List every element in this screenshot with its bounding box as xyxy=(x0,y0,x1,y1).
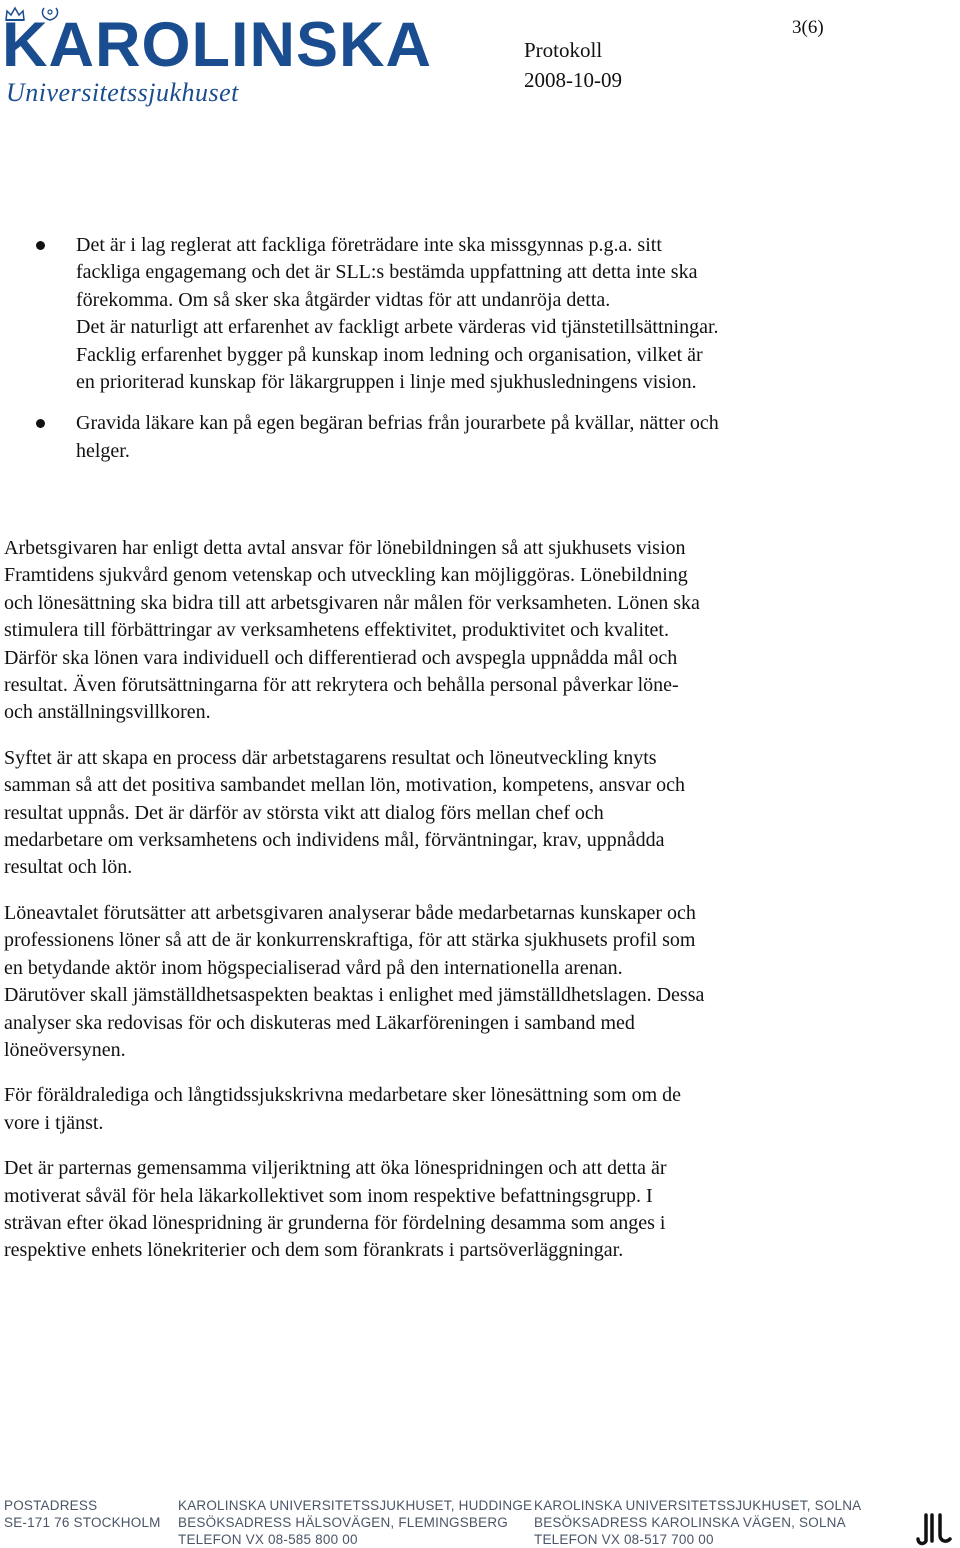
text-line: Det är i lag reglerat att fackliga företrädare inte ska missgynnas p.g.a. sitt xyxy=(76,234,662,256)
text-line: löneöversynen. xyxy=(4,1038,126,1061)
footer-line: KAROLINSKA UNIVERSITETSSJUKHUSET, HUDDINGE xyxy=(178,1498,533,1513)
text-line: resultat uppnås. Det är därför av största vikt att dialog förs mellan chef och xyxy=(4,801,604,824)
paragraph xyxy=(4,535,944,727)
footer-line: SE-171 76 STOCKHOLM xyxy=(4,1515,161,1530)
paragraph xyxy=(4,1155,944,1265)
paragraph xyxy=(4,1082,944,1137)
text-line: Det är parternas gemensamma viljeriktning att öka lönespridningen och att detta är xyxy=(4,1157,667,1180)
text-line: en betydande aktör inom högspecialiserad vård på den internationella arenan. xyxy=(4,956,623,979)
text-line: stimulera till förbättringar av verksamhetens effektivitet, produktivitet och kvalitet. xyxy=(4,619,669,642)
footer-line: KAROLINSKA UNIVERSITETSSJUKHUSET, SOLNA xyxy=(534,1498,862,1513)
text-line: Löneavtalet förutsätter att arbetsgivaren analyserar både medarbetarnas kunskaper och xyxy=(4,901,696,924)
paragraph xyxy=(4,900,944,1064)
text-line: respektive enhets lönekriterier och dem som förankrats i partsöverläggningar. xyxy=(4,1239,624,1262)
text-line: Framtidens sjukvård genom vetenskap och utveckling kan möjliggöras. Lönebildning xyxy=(4,564,688,587)
footer-line: TELEFON VX 08-517 700 00 xyxy=(534,1532,714,1547)
text-line: samman så att det positiva sambandet mellan lön, motivation, kompetens, ansvar och xyxy=(4,774,685,797)
document-type: Protokoll xyxy=(524,38,603,62)
text-line: helger. xyxy=(76,439,130,462)
text-line: analyser ska redovisas för och diskuteras med Läkarföreningen i samband med xyxy=(4,1011,635,1034)
text-line: resultat. Även förutsättningarna för att rekrytera och behålla personal påverkar löne- xyxy=(4,674,679,697)
text-line: förekomma. Om så sker ska åtgärder vidtas för att undanröja detta. xyxy=(76,288,611,311)
text-line: Det är naturligt att erfarenhet av fackligt arbete värderas vid tjänstetillsättningar. xyxy=(76,316,719,339)
text-line: vore i tjänst. xyxy=(4,1111,104,1134)
text-line: och anställningsvillkoren. xyxy=(4,701,211,724)
footer-line: TELEFON VX 08-585 800 00 xyxy=(178,1532,358,1547)
text-line: medarbetare om verksamhetens och individens mål, förväntningar, krav, uppnådda xyxy=(4,829,665,852)
footer xyxy=(4,1497,956,1548)
sll-logo-icon xyxy=(914,1511,954,1547)
footer-huddinge-address xyxy=(178,1497,532,1548)
page-number: 3(6) xyxy=(792,17,824,38)
footer-line: BESÖKSADRESS HÄLSOVÄGEN, FLEMINGSBERG xyxy=(178,1515,508,1530)
footer-solna-address xyxy=(534,1497,861,1548)
document-date: 2008-10-09 xyxy=(524,68,622,92)
bullet-item xyxy=(36,410,916,465)
text-line: fackliga engagemang och det är SLL:s bestämda uppfattning att detta inte ska xyxy=(76,261,698,284)
text-line: Därutöver skall jämställdhetsaspekten beaktas i enlighet med jämställdhetslagen. Dessa xyxy=(4,984,705,1007)
body-text xyxy=(4,535,944,1283)
text-line: och lönesättning ska bidra till att arbetsgivaren når målen för verksamheten. Lönen ska xyxy=(4,591,700,614)
text-line: Syftet är att skapa en process där arbetstagarens resultat och löneutveckling knyts xyxy=(4,746,657,769)
footer-line: POSTADRESS xyxy=(4,1498,98,1513)
paragraph xyxy=(4,745,944,882)
footer-postal-address xyxy=(4,1497,161,1531)
footer-line: BESÖKSADRESS KAROLINSKA VÄGEN, SOLNA xyxy=(534,1515,846,1530)
text-line: Gravida läkare kan på egen begäran befrias från jourarbete på kvällar, nätter och xyxy=(76,412,719,435)
brand-name: KAROLINSKA xyxy=(2,10,432,80)
text-line: Arbetsgivaren har enligt detta avtal ansvar för lönebildningen så att sjukhusets vision xyxy=(4,537,686,559)
bullet-item xyxy=(36,232,916,396)
bullet-icon xyxy=(36,241,45,250)
text-line: resultat och lön. xyxy=(4,856,133,879)
bullet-icon xyxy=(36,419,45,428)
text-line: en prioriterad kunskap för läkargruppen i linje med sjukhusledningens vision. xyxy=(76,371,697,394)
text-line: Facklig erfarenhet bygger på kunskap inom ledning och organisation, vilket är xyxy=(76,343,703,366)
bullet-list xyxy=(36,232,916,465)
text-line: strävan efter ökad lönespridning är grunderna för fördelning desamma som anges i xyxy=(4,1211,666,1234)
text-line: Därför ska lönen vara individuell och differentierad och avspegla uppnådda mål och xyxy=(4,646,678,669)
brand-subtitle: Universitetssjukhuset xyxy=(6,78,239,107)
text-line: För föräldralediga och långtidssjukskrivna medarbetare sker lönesättning som om de xyxy=(4,1084,682,1107)
text-line: motiverat såväl för hela läkarkollektivet som inom respektive befattningsgrupp. I xyxy=(4,1184,653,1207)
text-line: professionens löner så att de är konkurrenskraftiga, för att stärka sjukhusets profil som xyxy=(4,929,696,952)
